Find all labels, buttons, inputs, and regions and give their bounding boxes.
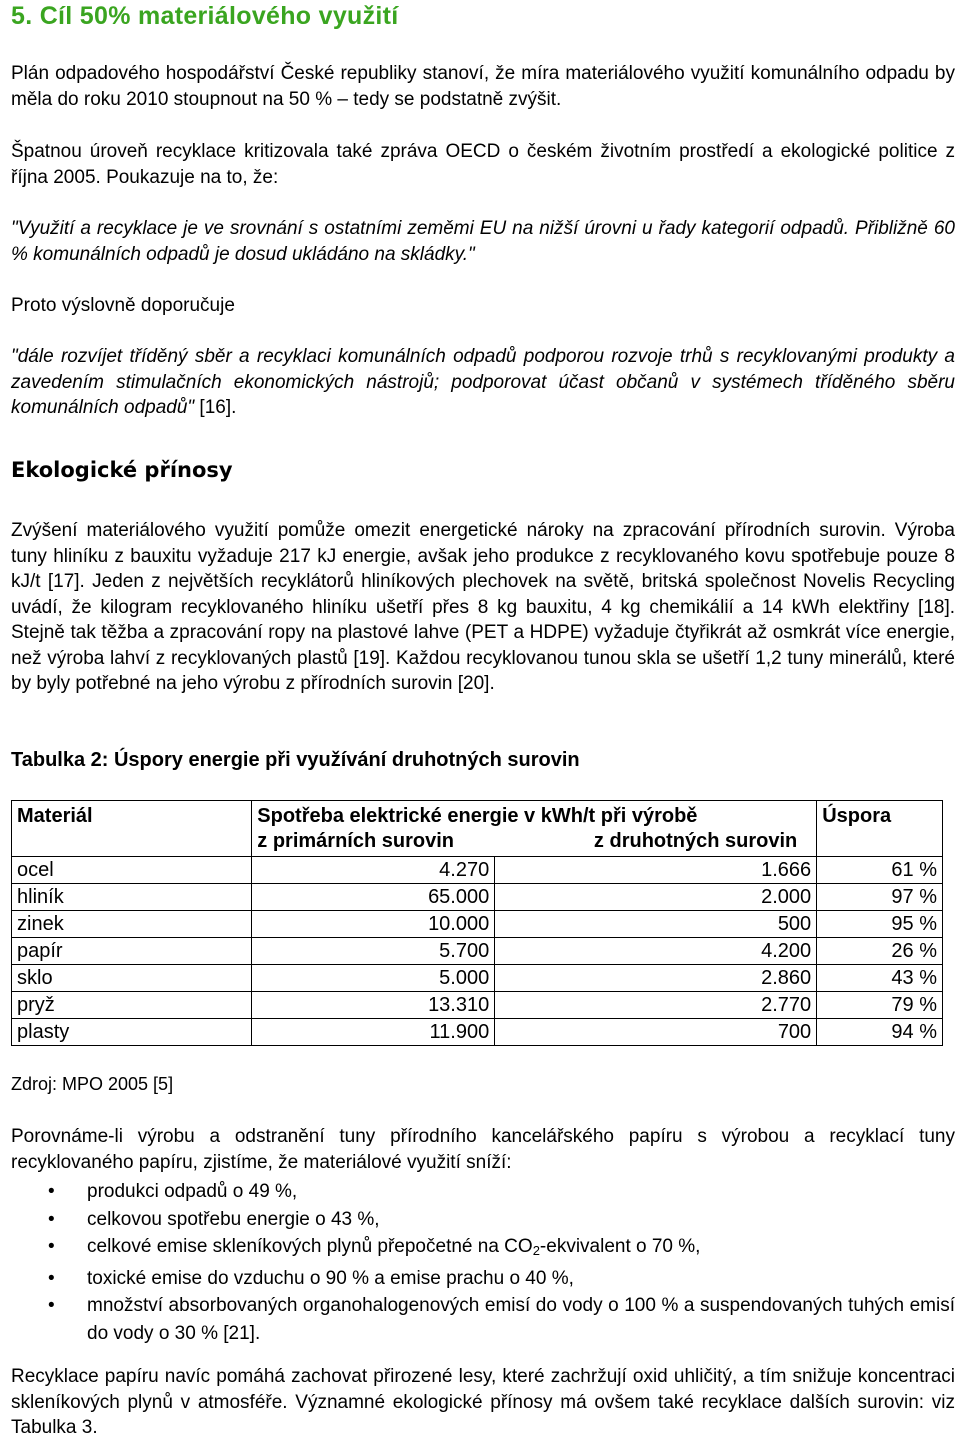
table-row bbox=[12, 857, 943, 884]
cell-primary: 11.900 bbox=[252, 1019, 495, 1046]
paragraph-energy-savings: Zvýšení materiálového využití pomůže omezit energetické nároky na zpracování přírodních surovin. Výroba tuny hliníku z bauxitu vyžaduje 217 kJ energie, avšak jeho produkce z recyklovaného kovu spotřebuje pouze 8 kJ/t [17]. Jeden z největších recyklátorů hliníkových plechovek na světě, britská společnost Novelis Recycling uvádí, že kilogram recyklovaného hliníku ušetří přes 8 kg bauxitu, 4 kg chemikálií a 14 kWh elektřiny [18]. Stejně tak těžba a zpracování ropy na plastové lahve (PET a HDPE) vyžaduje čtyřikrát až osmkrát více energie, než výroba lahví z recyklovaných plastů [19]. Každou recyklovanou tunou skla se ušetří 1,2 tuny minerálů, které by byly potřebné na jeho výrobu z přírodních surovin [20]. bbox=[11, 520, 955, 694]
cell-primary: 10.000 bbox=[252, 911, 495, 938]
bullet-item bbox=[11, 1206, 955, 1234]
table-body bbox=[12, 857, 943, 1046]
paragraph-oecd-report: Špatnou úroveň recyklace kritizovala také zpráva OECD o českém životním prostředí a ekologické politice z října 2005. Poukazuje na to, že: bbox=[11, 141, 955, 188]
subheading-ecological-benefits: Ekologické přínosy bbox=[11, 458, 233, 482]
cell-material: papír bbox=[12, 938, 252, 965]
bullet-text: celkové emise skleníkových plynů přepočetné na CO bbox=[87, 1236, 533, 1257]
header-savings: Úspora bbox=[817, 801, 943, 857]
table-row bbox=[12, 1019, 943, 1046]
recommendation-quote-text: "dále rozvíjet tříděný sběr a recyklaci komunálních odpadů podporou rozvoje trhů s recyklovanými produkty a zavedením stimulačních ekonomických nástrojů; podporovat účast občanů v systémech tříděného sběru komunálních odpadů" bbox=[11, 346, 955, 418]
header-consumption bbox=[252, 801, 817, 857]
bullet-text: celkovou spotřebu energie o 43 %, bbox=[87, 1208, 380, 1230]
energy-savings-table bbox=[11, 800, 943, 1046]
paragraph-waste-plan: Plán odpadového hospodářství České republiky stanoví, že míra materiálového využití komunálního odpadu by měla do roku 2010 stoupnout na 50 % – tedy se podstatně zvýšit. bbox=[11, 63, 955, 110]
paragraph-paper-recycling: Recyklace papíru navíc pomáhá zachovat přirozené lesy, které zachržují oxid uhličitý, a tím snižuje koncentraci skleníkových plynů v atmosféře. Významné ekologické přínosy má ovšem také recyklace dalších surovin: viz Tabulka 3. bbox=[11, 1366, 955, 1438]
cell-material: sklo bbox=[12, 965, 252, 992]
section-heading: 5. Cíl 50% materiálového využití bbox=[11, 2, 399, 30]
reduction-bullet-list bbox=[11, 1178, 955, 1347]
recommendation-reference: [16]. bbox=[194, 397, 237, 418]
bullet-text: toxické emise do vzduchu o 90 % a emise prachu o 40 %, bbox=[87, 1267, 574, 1289]
paragraph-recommendation-intro: Proto výslovně doporučuje bbox=[11, 295, 235, 316]
bullet-text-continued: -ekvivalent o 70 %, bbox=[539, 1236, 701, 1257]
table-source: Zdroj: MPO 2005 [5] bbox=[11, 1074, 174, 1094]
bullet-subscript: 2 bbox=[532, 1243, 540, 1258]
cell-material: ocel bbox=[12, 857, 252, 884]
cell-secondary: 2.860 bbox=[495, 965, 817, 992]
cell-primary: 13.310 bbox=[252, 992, 495, 1019]
bullet-dot-icon: • bbox=[48, 1236, 55, 1257]
bullet-text: produkci odpadů o 49 %, bbox=[87, 1181, 298, 1202]
table-header-row bbox=[12, 801, 943, 857]
bullet-item bbox=[11, 1292, 955, 1347]
cell-secondary: 2.770 bbox=[495, 992, 817, 1019]
bullet-dot-icon: • bbox=[48, 1267, 55, 1289]
cell-savings: 95 % bbox=[817, 911, 943, 938]
cell-material: pryž bbox=[12, 992, 252, 1019]
bullet-item bbox=[11, 1178, 955, 1206]
paragraph-paper-comparison: Porovnáme-li výrobu a odstranění tuny přírodního kancelářského papíru s výrobou a recyklací tuny recyklovaného papíru, zjistíme, že materiálové využití sníží: bbox=[11, 1126, 955, 1173]
table-row bbox=[12, 911, 943, 938]
table-row bbox=[12, 965, 943, 992]
cell-primary: 5.700 bbox=[252, 938, 495, 965]
table-caption: Tabulka 2: Úspory energie při využívání druhotných surovin bbox=[11, 749, 580, 771]
cell-secondary: 2.000 bbox=[495, 884, 817, 911]
bullet-dot-icon: • bbox=[48, 1208, 55, 1230]
cell-secondary: 4.200 bbox=[495, 938, 817, 965]
cell-primary: 65.000 bbox=[252, 884, 495, 911]
header-material: Materiál bbox=[12, 801, 252, 857]
bullet-item bbox=[11, 1265, 955, 1293]
table-row bbox=[12, 938, 943, 965]
cell-primary: 4.270 bbox=[252, 857, 495, 884]
cell-material: hliník bbox=[12, 884, 252, 911]
cell-savings: 79 % bbox=[817, 992, 943, 1019]
header-secondary: z druhotných surovin bbox=[593, 830, 798, 852]
cell-savings: 26 % bbox=[817, 938, 943, 965]
header-primary: z primárních surovin bbox=[257, 830, 454, 852]
cell-secondary: 500 bbox=[495, 911, 817, 938]
cell-savings: 43 % bbox=[817, 965, 943, 992]
bullet-text: množství absorbovaných organohalogenových emisí do vody o 100 % a suspendovaných tuhých emisí do vody o 30 % [21]. bbox=[87, 1295, 955, 1344]
paragraph-oecd-quote: "Využití a recyklace je ve srovnání s ostatními zeměmi EU na nižší úrovni u řady kategorií odpadů. Přibližně 60 % komunálních odpadů je dosud ukládáno na skládky." bbox=[11, 218, 955, 265]
table-row bbox=[12, 884, 943, 911]
header-consumption-subcolumns bbox=[257, 829, 797, 854]
bullet-dot-icon: • bbox=[48, 1295, 55, 1316]
cell-savings: 61 % bbox=[817, 857, 943, 884]
table-row bbox=[12, 992, 943, 1019]
cell-secondary: 1.666 bbox=[495, 857, 817, 884]
cell-material: plasty bbox=[12, 1019, 252, 1046]
paragraph-recommendation-quote bbox=[11, 344, 955, 421]
cell-savings: 94 % bbox=[817, 1019, 943, 1046]
bullet-dot-icon: • bbox=[48, 1181, 55, 1202]
bullet-item bbox=[11, 1233, 955, 1265]
cell-secondary: 700 bbox=[495, 1019, 817, 1046]
cell-primary: 5.000 bbox=[252, 965, 495, 992]
header-consumption-title: Spotřeba elektrické energie v kWh/t při výrobě bbox=[257, 805, 698, 827]
cell-material: zinek bbox=[12, 911, 252, 938]
cell-savings: 97 % bbox=[817, 884, 943, 911]
